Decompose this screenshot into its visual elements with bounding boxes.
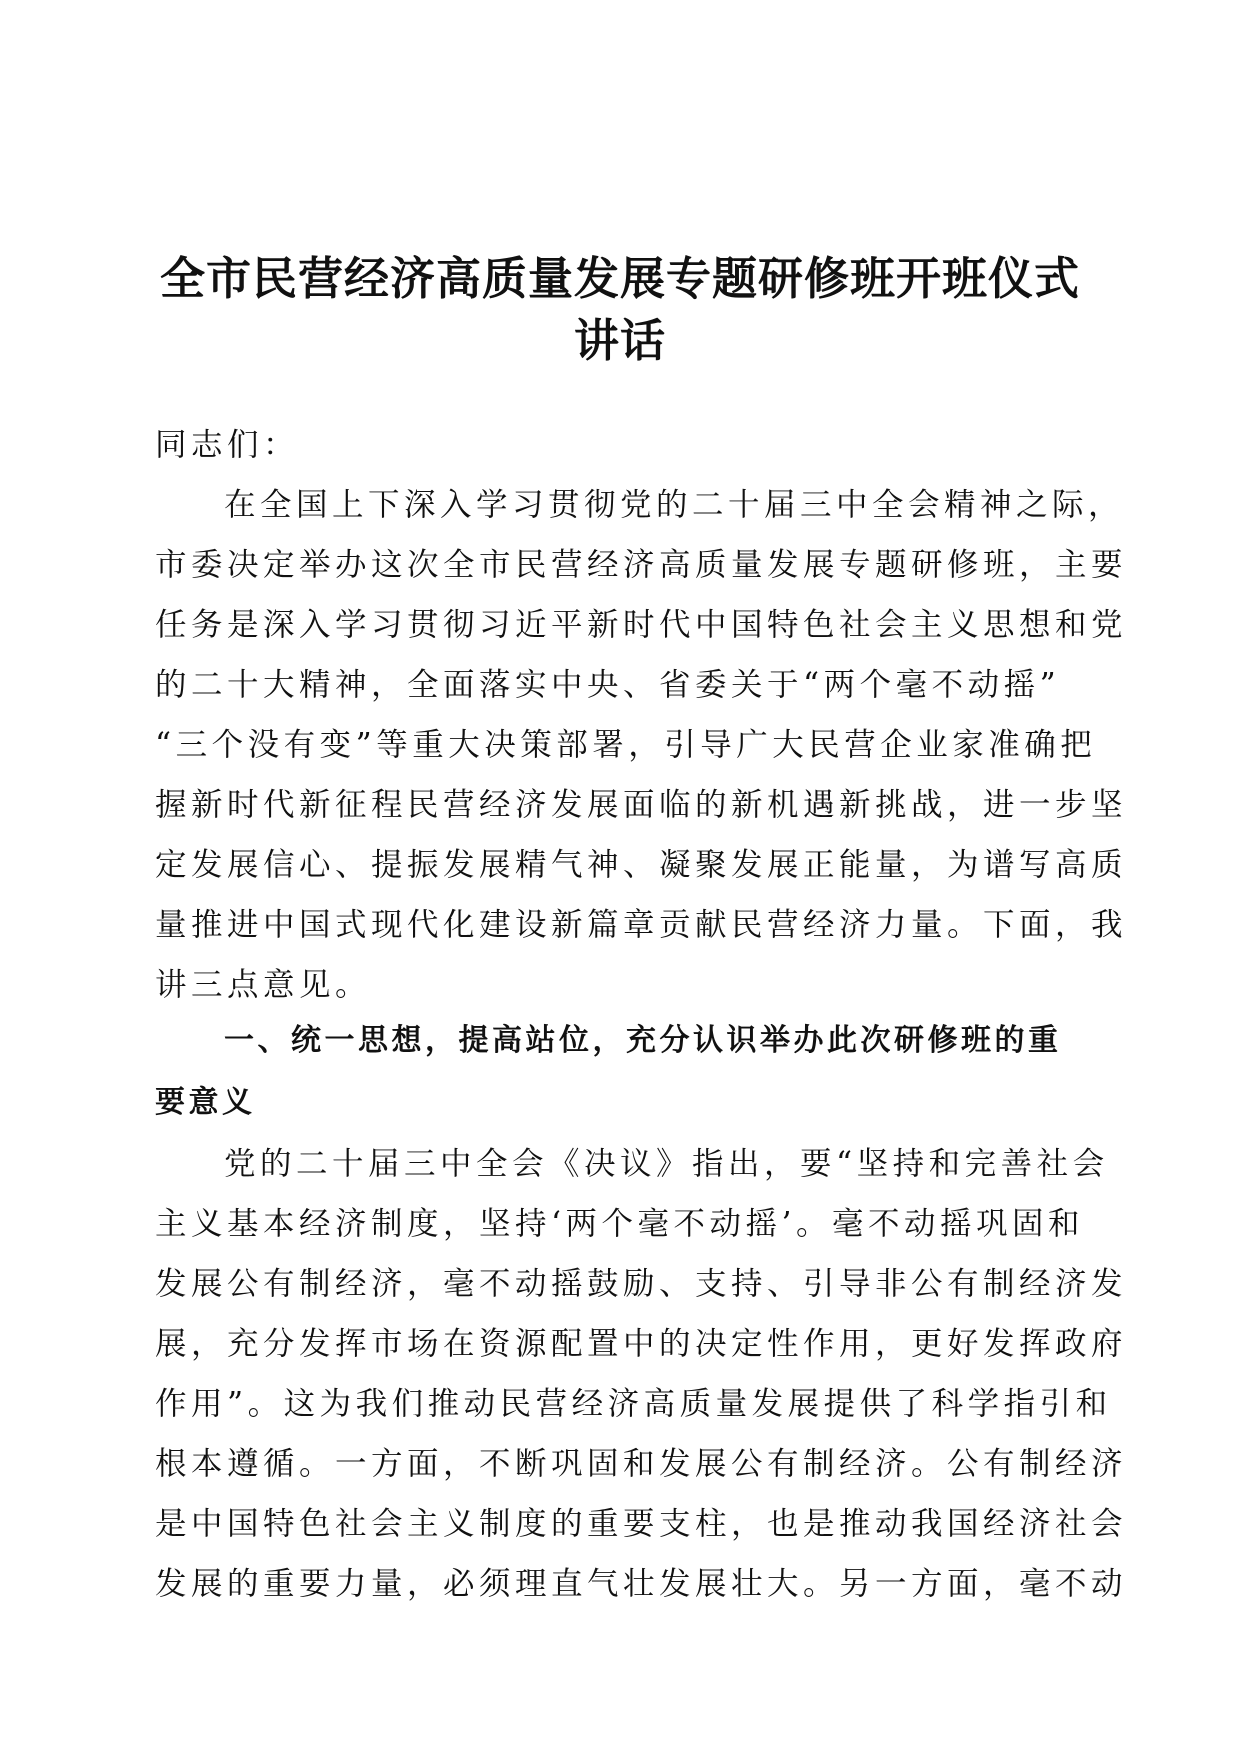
paragraph-1 (155, 475, 1128, 1015)
paragraph-line: 定发展信心、提振发展精气神、凝聚发展正能量，为谱写高质 (155, 847, 1128, 883)
paragraph-line: 根本遵循。一方面，不断巩固和发展公有制经济。公有制经济 (155, 1446, 1128, 1482)
paragraph-line: 任务是深入学习贯彻习近平新时代中国特色社会主义思想和党 (155, 607, 1128, 643)
paragraph-line: 主义基本经济制度，坚持‘两个毫不动摇’。毫不动摇巩固和 (155, 1206, 1085, 1242)
paragraph-line: 在全国上下深入学习贯彻党的二十届三中全会精神之际， (224, 487, 1125, 523)
salutation-text: 同志们： (155, 427, 300, 463)
salutation (155, 415, 1065, 475)
paragraph-line: 量推进中国式现代化建设新篇章贡献民营经济力量。下面，我 (155, 907, 1128, 943)
paragraph-line: “三个没有变”等重大决策部署，引导广大民营企业家准确把 (155, 727, 1097, 763)
heading-line: 一、统一思想，提高站位，充分认识举办此次研修班的重 (224, 1023, 1062, 1058)
paragraph-line: 发展公有制经济，毫不动摇鼓励、支持、引导非公有制经济发 (155, 1266, 1128, 1302)
document-title (130, 248, 1110, 372)
paragraph-line: 讲三点意见。 (155, 967, 372, 1003)
paragraph-2 (155, 1134, 1128, 1614)
paragraph-line: 展，充分发挥市场在资源配置中的决定性作用，更好发挥政府 (155, 1326, 1128, 1362)
paragraph-line: 作用”。这为我们推动民营经济高质量发展提供了科学指引和 (155, 1386, 1112, 1422)
title-line-2: 讲话 (573, 314, 666, 367)
paragraph-line: 发展的重要力量，必须理直气壮发展壮大。另一方面，毫不动 (155, 1566, 1128, 1602)
section-heading-1 (155, 1010, 1065, 1134)
paragraph-line: 握新时代新征程民营经济发展面临的新机遇新挑战，进一步坚 (155, 787, 1128, 823)
paragraph-line: 党的二十届三中全会《决议》指出，要“坚持和完善社会 (224, 1146, 1109, 1182)
paragraph-line: 市委决定举办这次全市民营经济高质量发展专题研修班，主要 (155, 547, 1128, 583)
paragraph-line: 的二十大精神，全面落实中央、省委关于“两个毫不动摇” (155, 667, 1061, 703)
title-line-1: 全市民营经济高质量发展专题研修班开班仪式 (159, 252, 1080, 305)
heading-line: 要意义 (155, 1085, 256, 1120)
paragraph-line: 是中国特色社会主义制度的重要支柱，也是推动我国经济社会 (155, 1506, 1128, 1542)
